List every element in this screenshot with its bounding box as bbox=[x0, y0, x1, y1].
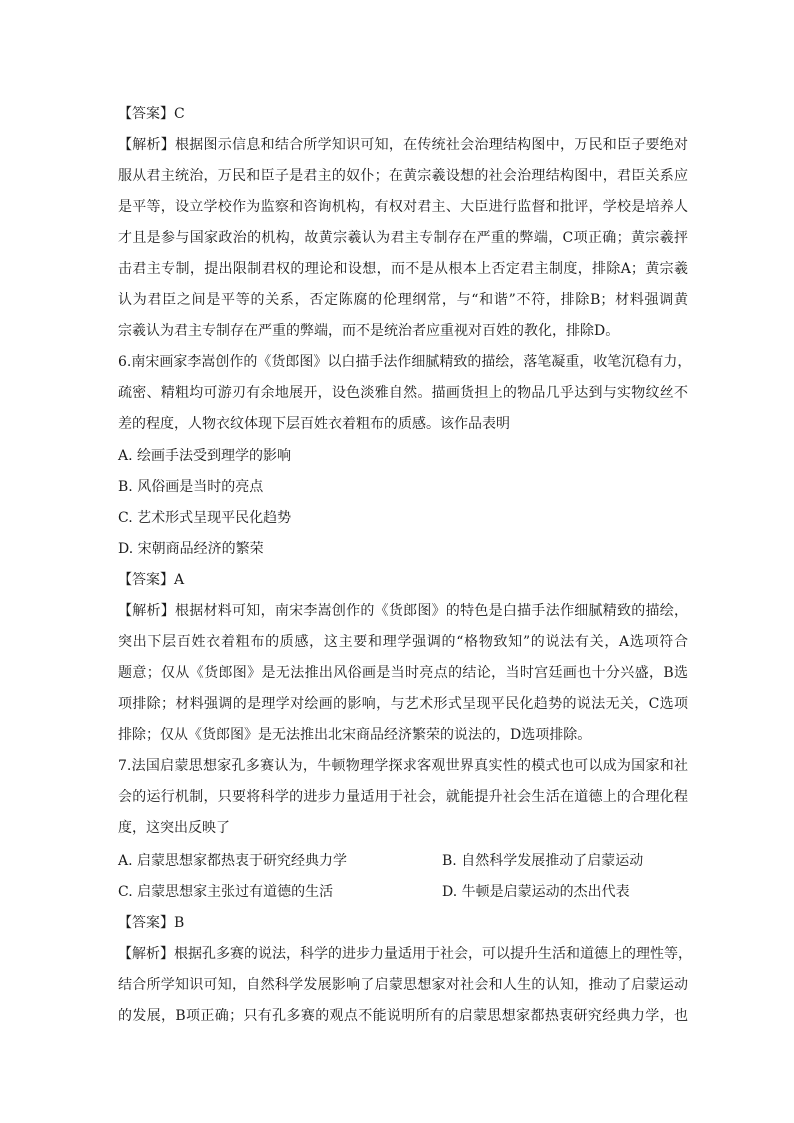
q5-analysis-line: 宗羲认为君主专制存在严重的弊端，而不是统治者应重视对百姓的教化，排除D。 bbox=[118, 323, 620, 339]
q5-answer: 【答案】C bbox=[118, 106, 185, 122]
q7-analysis-line: 的发展，B项正确；只有孔多赛的观点不能说明所有的启蒙思想家都热衷研究经典力学，也 bbox=[118, 1008, 688, 1024]
q6-option-b: B. 风俗画是当时的亮点 bbox=[118, 479, 264, 495]
q7-analysis-line: 结合所学知识可知，自然科学发展影响了启蒙思想家对社会和人生的认知，推动了启蒙运动 bbox=[118, 977, 688, 993]
q5-analysis-line: 服从君主统治，万民和臣子是君主的奴仆；在黄宗羲设想的社会治理结构图中，君臣关系应 bbox=[118, 168, 688, 184]
q7-stem-line: 会的运行机制，只要将科学的进步力量适用于社会，就能提升社会生活在道德上的合理化程 bbox=[118, 789, 688, 805]
q6-option-c: C. 艺术形式呈现平民化趋势 bbox=[118, 510, 292, 526]
q7-option-a: A. 启蒙思想家都热衷于研究经典力学 bbox=[118, 853, 348, 869]
q7-option-c: C. 启蒙思想家主张过有道德的生活 bbox=[118, 884, 334, 900]
q7-option-b: B. 自然科学发展推动了启蒙运动 bbox=[442, 853, 644, 869]
q7-stem-line: 度，这突出反映了 bbox=[118, 820, 230, 836]
q6-stem-line: 差的程度，人物衣纹体现下层百姓衣着粗布的质感。该作品表明 bbox=[118, 416, 510, 432]
q6-answer: 【答案】A bbox=[118, 572, 185, 588]
q7-option-d: D. 牛顿是启蒙运动的杰出代表 bbox=[442, 884, 630, 900]
q6-analysis-line: 突出下层百姓衣着粗布的质感，这主要和理学强调的“格物致知”的说法有关，A选项符合 bbox=[118, 634, 688, 650]
q5-analysis-line: 击君主专制，提出限制君权的理论和设想，而不是从根本上否定君主制度，排除A；黄宗羲 bbox=[118, 261, 688, 277]
q5-analysis-line: 是平等，设立学校作为监察和咨询机构，有权对君主、大臣进行监督和批评，学校是培养人 bbox=[118, 199, 688, 215]
q6-option-d: D. 宋朝商品经济的繁荣 bbox=[118, 541, 264, 557]
q7-stem-line: 7.法国启蒙思想家孔多赛认为，牛顿物理学探求客观世界真实性的模式也可以成为国家和社 bbox=[118, 758, 688, 774]
q6-analysis-line: 题意；仅从《货郎图》是无法推出风俗画是当时亮点的结论，当时宫廷画也十分兴盛，B选 bbox=[118, 665, 688, 681]
q7-answer: 【答案】B bbox=[118, 915, 185, 931]
q6-analysis-line: 排除；仅从《货郎图》是无法推出北宋商品经济繁荣的说法的，D选项排除。 bbox=[118, 727, 592, 743]
q6-option-a: A. 绘画手法受到理学的影响 bbox=[118, 448, 292, 464]
q6-stem-line: 疏密、精粗均可游刃有余地展开，设色淡雅自然。描画货担上的物品几乎达到与实物纹丝不 bbox=[118, 385, 688, 401]
q7-options-row-2 bbox=[118, 882, 688, 902]
q5-analysis-line: 认为君臣之间是平等的关系，否定陈腐的伦理纲常，与“和谐”不符，排除B；材料强调黄 bbox=[118, 292, 688, 308]
q6-analysis-line: 项排除；材料强调的是理学对绘画的影响，与艺术形式呈现平民化趋势的说法无关，C选项 bbox=[118, 696, 688, 712]
q6-stem-line: 6.南宋画家李嵩创作的《货郎图》以白描手法作细腻精致的描绘，落笔凝重，收笔沉稳有力， bbox=[118, 354, 692, 370]
q6-analysis-line: 【解析】根据材料可知，南宋李嵩创作的《货郎图》的特色是白描手法作细腻精致的描绘， bbox=[118, 603, 688, 619]
q5-analysis-line: 才且是参与国家政治的机构，故黄宗羲认为君主专制存在严重的弊端，C项正确；黄宗羲抨 bbox=[118, 230, 688, 246]
q7-analysis-line: 【解析】根据孔多赛的说法，科学的进步力量适用于社会，可以提升生活和道德上的理性等， bbox=[118, 946, 692, 962]
q5-analysis-line: 【解析】根据图示信息和结合所学知识可知，在传统社会治理结构图中，万民和臣子要绝对 bbox=[118, 137, 688, 153]
q7-options-row-1 bbox=[118, 851, 688, 871]
